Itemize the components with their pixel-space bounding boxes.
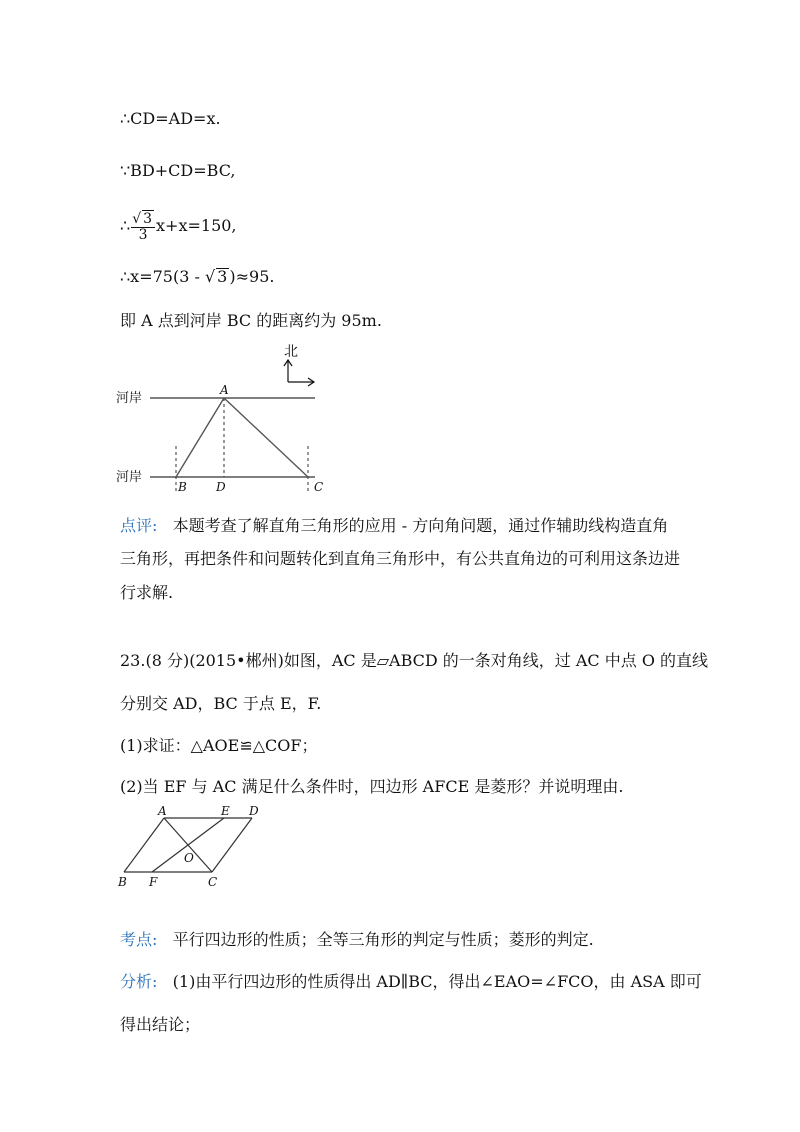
side-ab (124, 818, 164, 872)
north-label: 北 (284, 344, 298, 360)
kaodian-line (120, 929, 594, 951)
point-a-label-2: A (158, 804, 167, 818)
parallelogram-figure (112, 804, 272, 890)
riverbank-bottom-label: 河岸 (116, 470, 143, 485)
problem-23-part-2: (2)当 EF 与 AC 满足什么条件时，四边形 AFCE 是菱形？并说明理由. (120, 777, 624, 796)
fraction-denominator: 3 (138, 227, 148, 243)
comment-line-1 (120, 515, 668, 537)
fenxi-line-1 (120, 971, 702, 993)
comment-line-2: 三角形，再把条件和问题转化到直角三角形中，有公共直角边的可利用这条边进 (120, 549, 681, 568)
therefore-symbol: ∴ (120, 216, 131, 235)
point-e-label: E (221, 804, 230, 818)
solution-conclusion: 即 A 点到河岸 BC 的距离约为 95m. (120, 311, 382, 330)
riverbank-top-label: 河岸 (116, 391, 143, 406)
point-a-label: A (220, 383, 229, 397)
fraction-numerator: √ 3 (131, 210, 155, 228)
fenxi-text-1: (1)由平行四边形的性质得出 AD∥BC，得出∠EAO=∠FCO，由 ASA 即可 (172, 972, 702, 991)
point-d-label-2: D (249, 804, 259, 818)
river-figure (110, 340, 330, 500)
point-c-label: C (314, 480, 324, 494)
problem-23-line-2: 分别交 AD，BC 于点 E，F. (120, 694, 322, 713)
problem-23-part-1: (1)求证：△AOE≌△COF； (120, 736, 318, 755)
point-d-label: D (216, 480, 226, 494)
segment-ac (224, 398, 308, 477)
solution-line-bd-cd: ∵BD+CD=BC, (120, 161, 236, 180)
point-b-label-2: B (118, 875, 127, 889)
numerator-radicand: 3 (143, 211, 153, 227)
problem-23-line-1: 23.(8 分)(2015•郴州)如图，AC 是▱ABCD 的一条对角线，过 AC 中点 O 的直线 (120, 651, 709, 670)
point-o-label: O (184, 851, 194, 865)
kaodian-label: 考点: (120, 930, 158, 949)
point-c-label-2: C (208, 875, 218, 889)
equation-rest: x+x=150, (156, 216, 237, 235)
solution-line-cd-ad: ∴CD=AD=x. (120, 109, 221, 128)
kaodian-text: 平行四边形的性质；全等三角形的判定与性质；菱形的判定. (172, 930, 594, 949)
fenxi-line-2: 得出结论； (120, 1015, 201, 1034)
solution-line-x-value: ∴x=75(3 - √ 3 )≈95. (120, 267, 275, 286)
x-value-prefix: ∴x=75(3 - (120, 267, 205, 286)
comment-line-3: 行求解. (120, 583, 174, 602)
x-value-radicand: 3 (217, 267, 228, 286)
comment-label: 点评: (120, 516, 158, 535)
side-dc (212, 818, 252, 872)
point-f-label: F (149, 875, 158, 889)
fenxi-label: 分析: (120, 972, 158, 991)
segment-ab (176, 398, 224, 477)
x-value-rest: )≈95. (229, 267, 275, 286)
point-b-label: B (178, 480, 187, 494)
fraction-sqrt3-over-3 (131, 210, 155, 243)
comment-text-1: 本题考查了解直角三角形的应用 - 方向角问题，通过作辅助线构造直角 (172, 516, 669, 535)
solution-line-equation (120, 210, 237, 243)
